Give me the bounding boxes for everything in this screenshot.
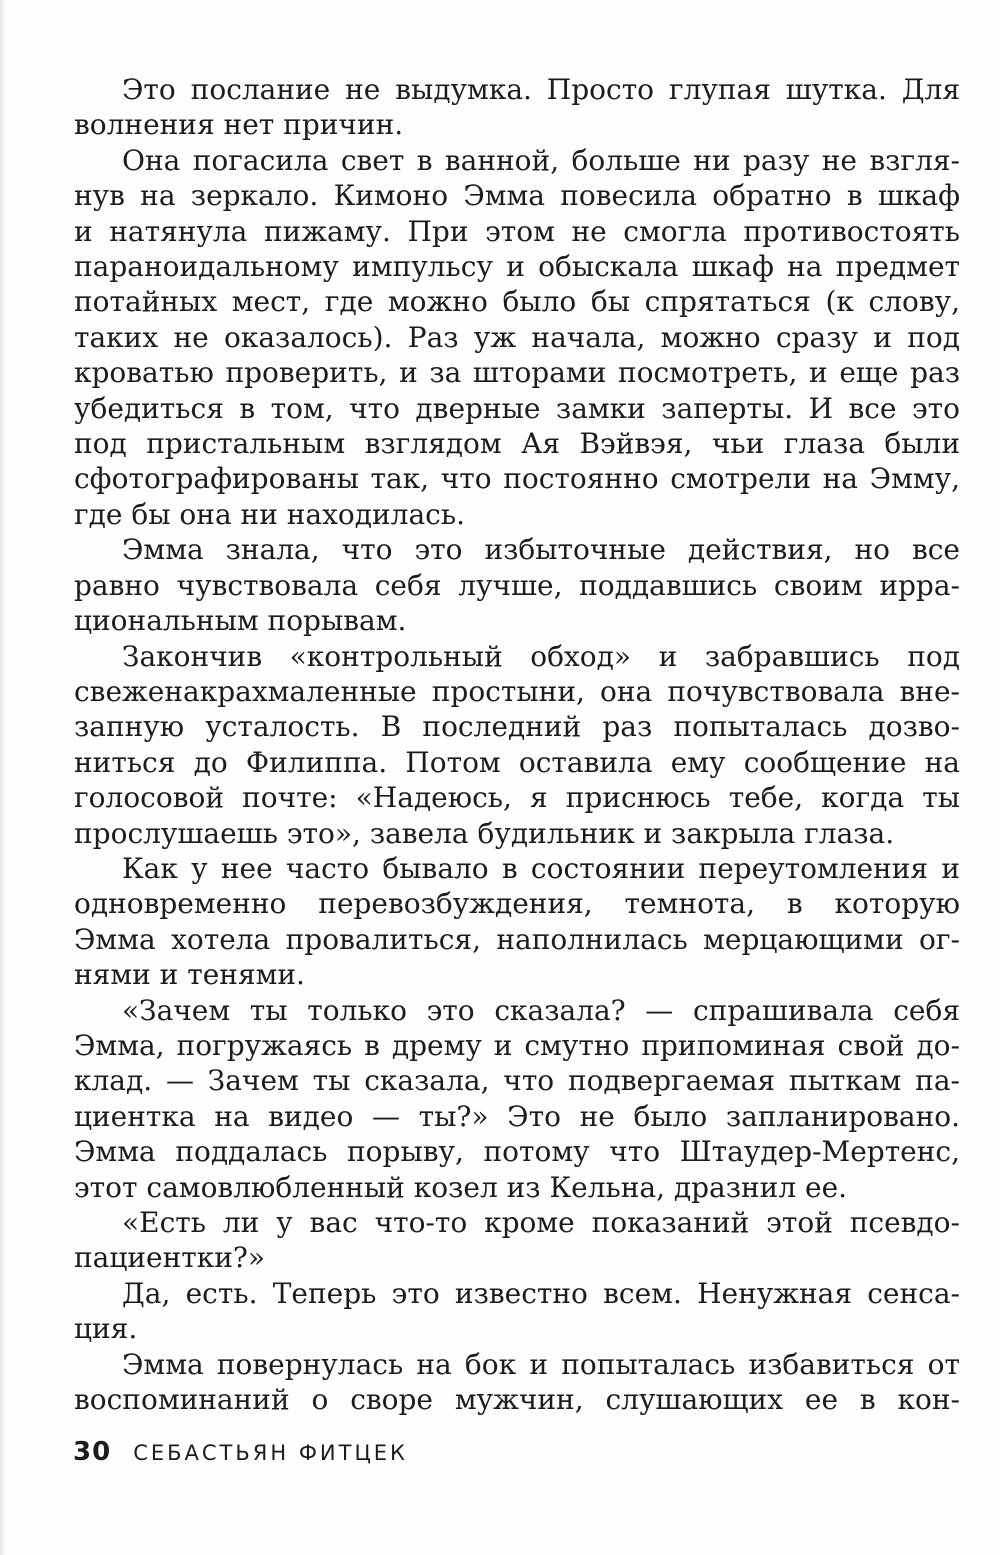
text-line: этот самовлюбленный козел из Кельна, дразнил ее. bbox=[74, 1170, 848, 1204]
text-line: под пристальным взглядом Ая Вэйвэя, чьи глаза были bbox=[74, 427, 960, 461]
text-line: Да, есть. Теперь это известно всем. Ненужная сенса- bbox=[122, 1276, 960, 1310]
text-line: и натянула пижаму. При этом не смогла противостоять bbox=[74, 214, 960, 248]
text-line: Это послание не выдумка. Просто глупая шутка. Для bbox=[122, 73, 960, 106]
paragraph bbox=[74, 851, 960, 993]
text-line: пациентки?» bbox=[74, 1241, 266, 1275]
text-line: где бы она ни находилась. bbox=[74, 497, 465, 531]
text-line: клад. — Зачем ты сказала, что подвергаемая пыткам па- bbox=[74, 1064, 960, 1098]
paragraph bbox=[74, 993, 960, 1205]
text-line: нув на зеркало. Кимоно Эмма повесила обратно в шкаф bbox=[74, 179, 960, 213]
text-line: Как у нее часто бывало в состоянии переутомления и bbox=[122, 851, 960, 885]
text-line: запную усталость. В последний раз попыталась дозво- bbox=[74, 710, 960, 744]
text-line: параноидальному импульсу и обыскала шкаф на предмет bbox=[74, 250, 960, 284]
text-line: Эмма, погружаясь в дрему и смутно припоминая свой до- bbox=[74, 1028, 960, 1062]
body-text bbox=[74, 72, 960, 1417]
paragraph bbox=[74, 1276, 960, 1347]
page-number: 30 bbox=[73, 1437, 112, 1467]
text-line: циентка на видео — ты?» Это не было запланировано. bbox=[74, 1099, 960, 1133]
text-line: ниться до Филиппа. Потом оставила ему сообщение на bbox=[74, 745, 960, 779]
text-line: сфотографированы так, что постоянно смотрели на Эмму, bbox=[74, 462, 960, 496]
text-line: нями и тенями. bbox=[74, 958, 305, 992]
text-line: равно чувствовала себя лучше, поддавшись своим ирра- bbox=[74, 568, 960, 602]
text-line: ция. bbox=[74, 1312, 138, 1346]
running-head-author: СЕБАСТЬЯН ФИТЦЕК bbox=[133, 1441, 408, 1465]
text-line: волнения нет причин. bbox=[74, 108, 404, 142]
paragraph bbox=[74, 143, 960, 532]
text-line: потайных мест, где можно было бы спрятаться (к слову, bbox=[74, 285, 960, 319]
paragraph bbox=[74, 532, 960, 638]
text-line: Эмма знала, что это избыточные действия, но все bbox=[122, 533, 960, 567]
text-line: кроватью проверить, и за шторами посмотреть, и еще раз bbox=[74, 356, 960, 390]
paragraph bbox=[74, 1347, 960, 1418]
text-line: «Есть ли у вас что-то кроме показаний этой псевдо- bbox=[122, 1206, 960, 1239]
text-line: Она погасила свет в ванной, больше ни разу не взгля- bbox=[122, 143, 960, 177]
text-line: «Зачем ты только это сказала? — спрашивала себя bbox=[122, 993, 960, 1027]
page-footer bbox=[73, 1437, 408, 1467]
paragraph bbox=[74, 639, 960, 851]
text-line: одновременно перевозбуждения, темнота, в которую bbox=[74, 887, 960, 921]
text-line: голосовой почте: «Надеюсь, я приснюсь тебе, когда ты bbox=[74, 781, 960, 815]
paragraph bbox=[74, 72, 960, 143]
text-line: Закончив «контрольный обход» и забравшись под bbox=[122, 639, 960, 673]
text-line: циональным порывам. bbox=[74, 604, 407, 638]
text-line: таких не оказалось). Раз уж начала, можно сразу и под bbox=[74, 320, 960, 354]
text-line: убедиться в том, что дверные замки заперты. И все это bbox=[74, 391, 960, 425]
text-line: воспоминаний о своре мужчин, слушающих ее в кон- bbox=[74, 1383, 960, 1417]
paragraph bbox=[74, 1205, 960, 1276]
page-edge-shadow bbox=[0, 0, 6, 1555]
text-line: прослушаешь это», завела будильник и закрыла глаза. bbox=[74, 816, 895, 850]
text-line: Эмма повернулась на бок и попыталась избавиться от bbox=[122, 1347, 960, 1381]
text-line: свеженакрахмаленные простыни, она почувствовала вне- bbox=[74, 674, 960, 708]
text-line: Эмма хотела провалиться, наполнилась мерцающими ог- bbox=[74, 922, 960, 956]
text-line: Эмма поддалась порыву, потому что Штаудер-Мертенс, bbox=[74, 1135, 960, 1169]
